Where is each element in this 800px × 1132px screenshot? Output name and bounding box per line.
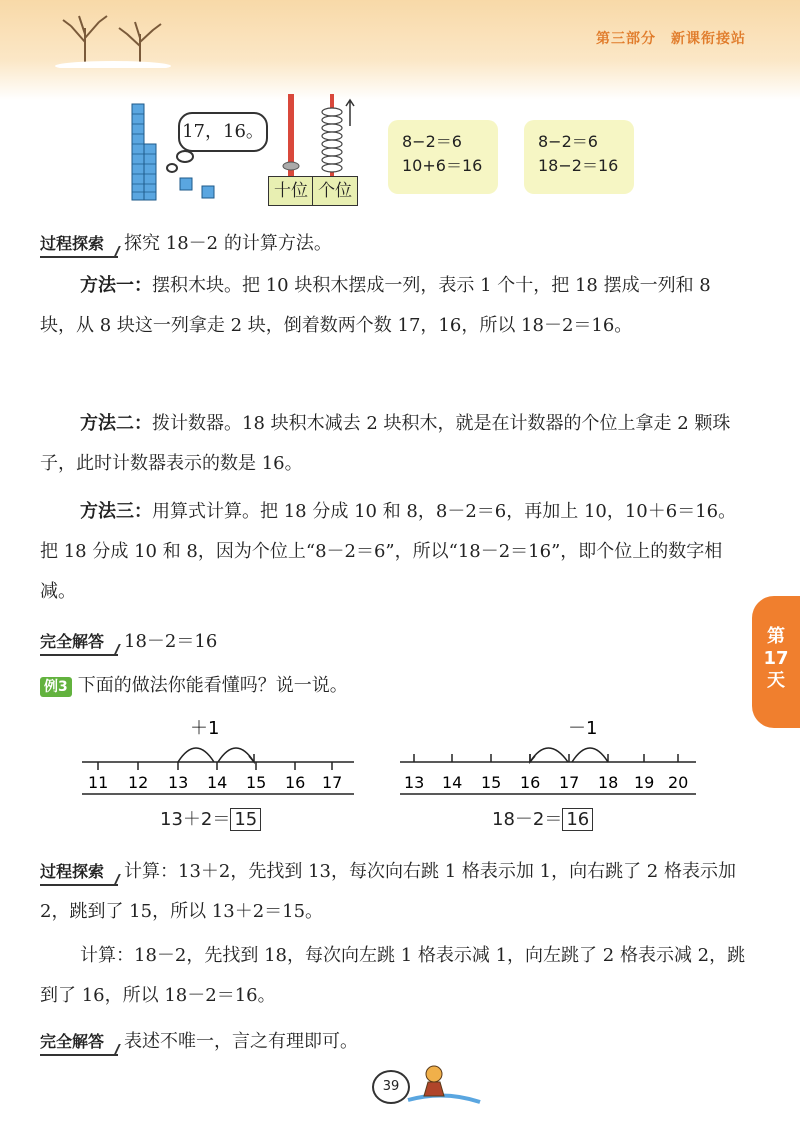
answer-box: 16 xyxy=(562,808,593,831)
explore-paragraph-1: 过程探索 计算：13＋2，先找到 13，每次向右跳 1 格表示加 1，向右跳了 2 格表示加 2，跳到了 15，所以 13＋2＝15。 xyxy=(40,861,736,922)
answer-line: 完全解答 18－2＝16 xyxy=(40,622,752,662)
section-title: 第三部分 新课衔接站 xyxy=(596,31,746,47)
minus-one-label: －1 xyxy=(568,718,598,739)
answer-box: 15 xyxy=(230,808,261,831)
tick-label: 11 xyxy=(88,773,109,792)
final-answer-line: 完全解答 表述不唯一，言之有理即可。 xyxy=(40,1022,752,1062)
plus-one-label: ＋1 xyxy=(190,718,220,739)
day-tab: 第 17 天 xyxy=(752,596,800,728)
method-one: 方法一：摆积木块。把 10 块积木摆成一列，表示 1 个十，把 18 摆成一列和 8 块，从 8 块这一列拿走 2 块，倒着数两个数 17，16，所以 18－2＝16。 xyxy=(40,275,711,336)
thought-bubble: 17，16。 xyxy=(178,112,268,152)
equation-right: 18－2＝ 16 xyxy=(492,806,593,834)
tick-label: 19 xyxy=(634,773,655,792)
tick-label: 15 xyxy=(481,773,502,792)
equation-card-2: 8−2＝6 18−2＝16 xyxy=(524,120,634,194)
ones-place-label: 个位 xyxy=(312,176,358,206)
explore-heading: 过程探索 探究 18－2 的计算方法。 xyxy=(40,224,752,264)
equation-left: 13＋2＝ 15 xyxy=(160,806,261,834)
tick-label: 14 xyxy=(207,773,228,792)
tick-label: 14 xyxy=(442,773,463,792)
number-line-left xyxy=(78,714,358,800)
tick-label: 20 xyxy=(668,773,689,792)
tick-label: 18 xyxy=(598,773,619,792)
tick-label: 13 xyxy=(404,773,425,792)
tick-label: 17 xyxy=(559,773,580,792)
winter-trees-icon xyxy=(55,8,175,68)
tick-label: 16 xyxy=(285,773,306,792)
equation-card-1: 8−2＝6 10+6＝16 xyxy=(388,120,498,194)
example-question: 例3 下面的做法你能看懂吗？说一说。 xyxy=(40,666,752,706)
page-number: 39 xyxy=(372,1070,410,1104)
explore-paragraph-2: 计算：18－2，先找到 18，每次向左跳 1 格表示减 1，向左跳了 2 格表示减 2，跳到了 16，所以 18－2＝16。 xyxy=(40,945,746,1006)
mascot-icon xyxy=(404,1060,484,1110)
number-line-right xyxy=(396,714,700,800)
page-header xyxy=(0,0,800,100)
method-two: 方法二：拨计数器。18 块积木减去 2 块积木，就是在计数器的个位上拿走 2 颗珠子，此时计数器表示的数是 16。 xyxy=(40,413,731,474)
tick-label: 15 xyxy=(246,773,267,792)
counting-frame-illustration xyxy=(272,92,362,180)
tick-label: 13 xyxy=(168,773,189,792)
tick-label: 17 xyxy=(322,773,343,792)
tens-place-label: 十位 xyxy=(268,176,314,206)
tick-label: 16 xyxy=(520,773,541,792)
tick-label: 12 xyxy=(128,773,149,792)
method-three: 方法三：用算式计算。把 18 分成 10 和 8，8－2＝6，再加上 10，10＋6＝16。把 18 分成 10 和 8，因为个位上“8－2＝6”，所以“18－2＝16”，即个位上的数字相减。 xyxy=(40,501,737,602)
